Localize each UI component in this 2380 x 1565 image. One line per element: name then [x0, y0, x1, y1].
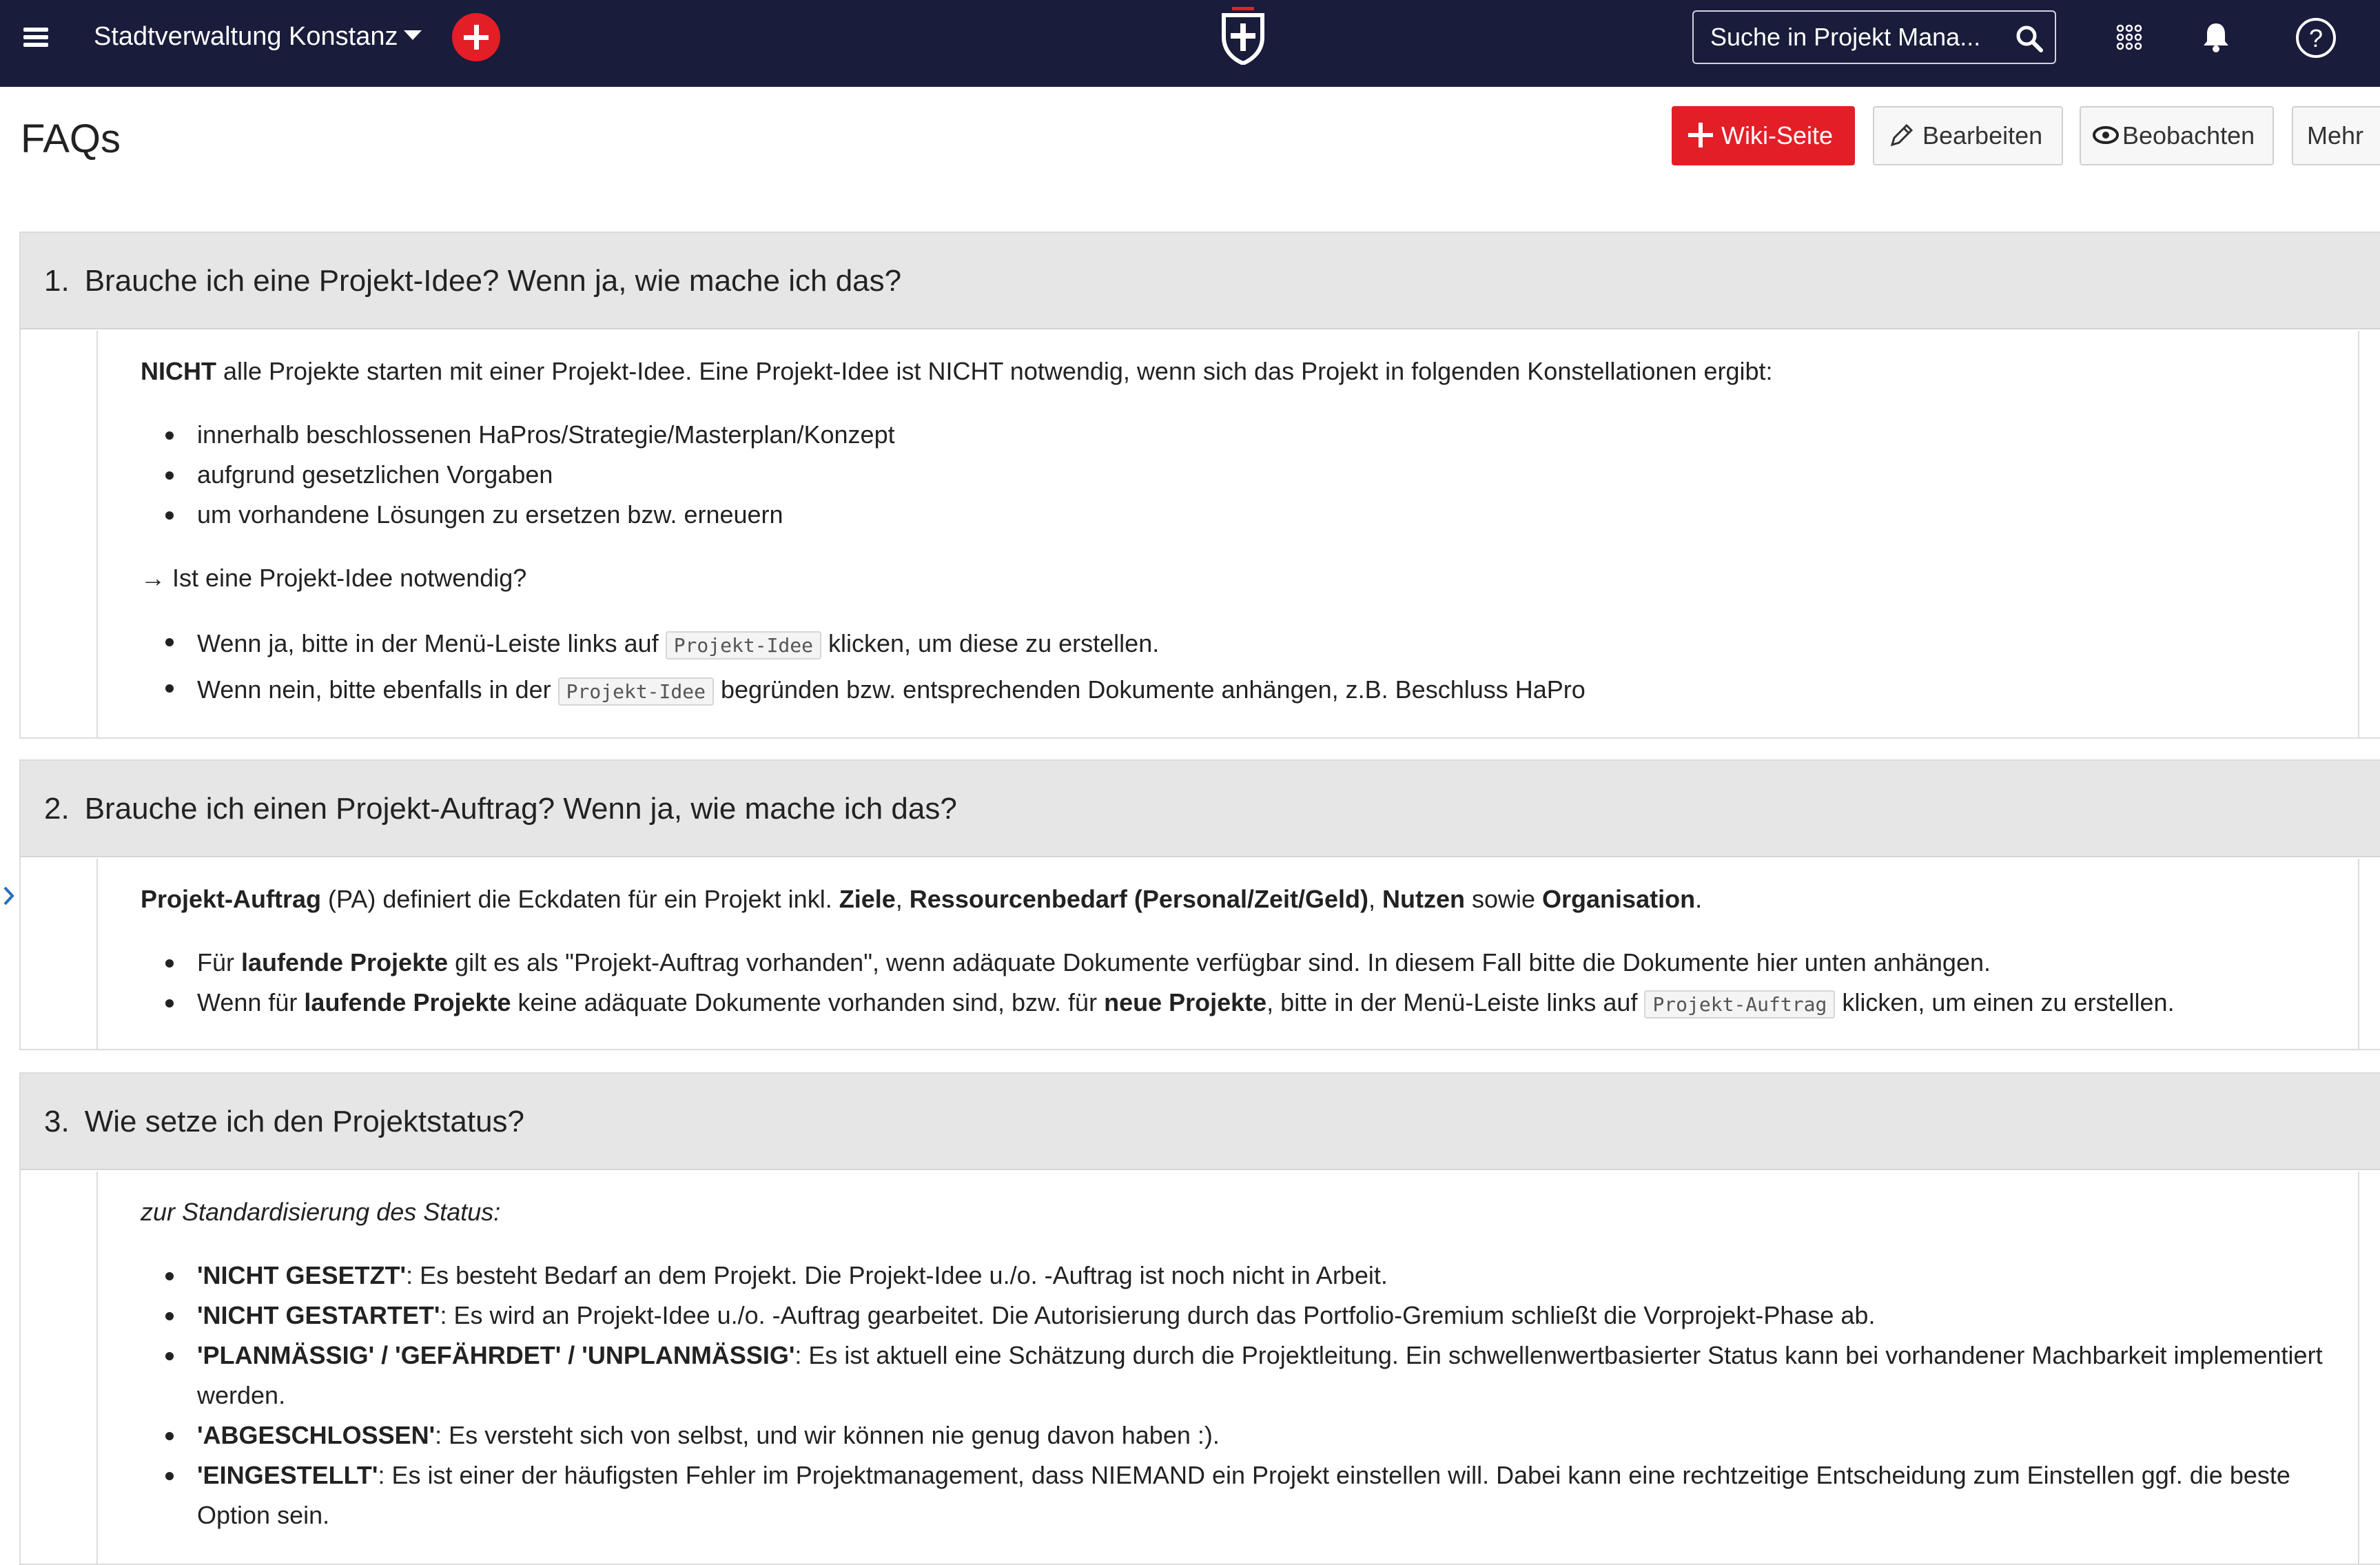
quick-add-button[interactable] — [452, 13, 500, 61]
list-item: aufgrund gesetzlichen Vorgaben — [141, 455, 2344, 495]
faq-2-term-projekt-auftrag: Projekt-Auftrag — [141, 885, 322, 913]
faq-1-number: 1. — [44, 264, 70, 298]
status-label: 'NICHT GESETZT' — [197, 1261, 407, 1289]
page-title: FAQs — [21, 116, 121, 161]
list-item: innerhalb beschlossenen HaPros/Strategie/Masterplan/Konzept — [141, 415, 2344, 455]
edit-button-label: Bearbeiten — [1922, 121, 2043, 150]
faq-2-term-ziele: Ziele — [839, 885, 896, 913]
status-label: 'PLANMÄSSIG' / 'GEFÄHRDET' / 'UNPLANMÄSSIG' — [197, 1341, 795, 1369]
status-label: 'NICHT GESTARTET' — [197, 1301, 440, 1329]
faq-1-body — [96, 331, 2359, 737]
status-list-item — [141, 1455, 2344, 1535]
sidebar-expand-chevron-icon[interactable] — [1, 882, 15, 910]
more-button-label: Mehr — [2307, 121, 2364, 150]
faq-1-intro-bold: NICHT — [141, 357, 216, 385]
faq-2-number: 2. — [44, 792, 70, 826]
faq-2-answer-list — [141, 943, 2344, 1025]
faq-2-b2-bold-1: laufende Projekte — [304, 988, 511, 1016]
faq-2-body — [96, 859, 2359, 1049]
status-label: 'EINGESTELLT' — [197, 1461, 378, 1489]
faq-3-intro — [141, 1192, 2344, 1232]
faq-1-question-text: Brauche ich eine Projekt-Idee? Wenn ja, wie mache ich das? — [84, 264, 902, 298]
new-wiki-page-label: Wiki-Seite — [1721, 121, 1834, 150]
faq-2-b2-mid: keine adäquate Dokumente vorhanden sind, bzw. für — [511, 988, 1105, 1016]
projekt-idee-code-link[interactable]: Projekt-Idee — [666, 631, 821, 659]
faq-3-header[interactable] — [21, 1074, 2380, 1170]
hamburger-menu-icon[interactable] — [21, 25, 51, 50]
list-item — [141, 943, 2344, 983]
pencil-icon — [1888, 121, 1916, 149]
faq-2-term-organisation: Organisation — [1542, 885, 1696, 913]
faq-2-intro-separator: , — [1368, 885, 1382, 913]
faq-1-yes-text-post: klicken, um diese zu erstellen. — [821, 629, 1160, 657]
status-list-item — [141, 1256, 2344, 1296]
faq-3-question — [44, 1074, 524, 1170]
faq-3-body — [96, 1172, 2359, 1564]
search-input[interactable] — [1692, 10, 2056, 64]
help-icon[interactable] — [2295, 17, 2337, 59]
list-item — [141, 983, 2344, 1025]
faq-2-question-text: Brauche ich einen Projekt-Auftrag? Wenn ja, wie mache ich das? — [84, 792, 957, 826]
faq-2-b1-pre: Für — [197, 948, 242, 976]
faq-1-intro — [141, 351, 2344, 391]
faq-section-1 — [19, 232, 2380, 739]
status-description: : Es ist aktuell eine Schätzung durch die Projektleitung. Ein schwellenwertbasierter Status kann bei vorhandener Machbarkeit implementiert werden. — [197, 1341, 2323, 1409]
status-description: : Es ist einer der häufigsten Fehler im Projektmanagement, dass NIEMAND ein Projekt einstellen will. Dabei kann eine rechtzeitige Entscheidung zum Einstellen ggf. die beste Option sein. — [197, 1461, 2290, 1529]
faq-2-b1-post: gilt es als "Projekt-Auftrag vorhanden", wenn adäquate Dokumente verfügbar sind. In diesem Fall bitte die Dokumente hier unten anhängen. — [448, 948, 1991, 976]
faq-1-no-text-pre: Wenn nein, bitte ebenfalls in der — [197, 675, 558, 704]
projekt-auftrag-code-link[interactable]: Projekt-Auftrag — [1644, 990, 1835, 1019]
faq-3-intro-italic: zur Standardisierung des Status: — [141, 1198, 501, 1226]
faq-2-term-ressourcenbedarf: Ressourcenbedarf (Personal/Zeit/Geld) — [909, 885, 1368, 913]
watch-button-label: Beobachten — [2122, 121, 2255, 150]
faq-3-status-list — [141, 1256, 2344, 1535]
faq-2-intro-separator: , — [895, 885, 910, 913]
search-input-value: Suche in Projekt Mana... — [1710, 23, 1981, 51]
faq-1-header[interactable] — [21, 233, 2380, 329]
list-item — [141, 668, 2344, 714]
faq-1-constellation-list — [141, 415, 2344, 535]
faq-1-yes-text-pre: Wenn ja, bitte in der Menü-Leiste links auf — [197, 629, 666, 657]
shield-logo-icon[interactable] — [1218, 7, 1268, 65]
faq-2-intro-conjunction: sowie — [1464, 885, 1543, 913]
search-icon[interactable] — [2015, 24, 2044, 53]
faq-section-2 — [19, 759, 2380, 1050]
faq-2-b2-mid-2: , bitte in der Menü-Leiste links auf — [1266, 988, 1645, 1016]
notifications-bell-icon[interactable] — [2201, 21, 2231, 52]
faq-2-term-nutzen: Nutzen — [1382, 885, 1465, 913]
faq-1-no-text-post: begründen bzw. entsprechenden Dokumente anhängen, z.B. Beschluss HaPro — [713, 675, 1586, 704]
status-list-item — [141, 1296, 2344, 1336]
projekt-idee-code-link[interactable]: Projekt-Idee — [558, 677, 714, 706]
top-navigation-bar — [0, 0, 2380, 87]
faq-1-question — [44, 233, 901, 329]
status-label: 'ABGESCHLOSSEN' — [197, 1421, 435, 1449]
faq-section-3 — [19, 1072, 2380, 1565]
watch-button[interactable] — [2080, 106, 2274, 165]
svg-text:?: ? — [2308, 24, 2323, 52]
apps-grid-icon[interactable] — [2115, 23, 2143, 51]
faq-1-answer-list — [141, 622, 2344, 714]
eye-icon — [2092, 125, 2120, 145]
faq-2-b2-bold-2: neue Projekte — [1104, 988, 1267, 1016]
faq-3-question-text: Wie setze ich den Projektstatus? — [84, 1105, 525, 1138]
status-description: : Es wird an Projekt-Idee u./o. -Auftrag gearbeitet. Die Autorisierung durch das Portfolio-Gremium schließt die Vorprojekt-Phase ab. — [440, 1301, 1876, 1329]
plus-icon — [1687, 121, 1714, 149]
faq-2-intro — [141, 879, 2344, 919]
status-list-item — [141, 1415, 2344, 1455]
list-item — [141, 622, 2344, 668]
more-button[interactable] — [2292, 106, 2380, 165]
faq-2-b2-post: klicken, um einen zu erstellen. — [1835, 988, 2175, 1016]
status-description: : Es versteht sich von selbst, und wir können nie genug davon haben :). — [435, 1421, 1220, 1449]
caret-down-icon — [404, 30, 422, 40]
faq-1-followup-question: → Ist eine Projekt-Idee notwendig? — [141, 564, 527, 592]
faq-2-header[interactable] — [21, 761, 2380, 857]
faq-2-b1-bold: laufende Projekte — [241, 948, 449, 976]
faq-2-b2-pre: Wenn für — [197, 988, 305, 1016]
organization-switcher[interactable] — [94, 19, 422, 54]
organization-name: Stadtverwaltung Konstanz — [94, 22, 398, 51]
faq-2-question — [44, 761, 957, 857]
list-item: um vorhandene Lösungen zu ersetzen bzw. erneuern — [141, 495, 2344, 535]
status-description: : Es besteht Bedarf an dem Projekt. Die Projekt-Idee u./o. -Auftrag ist noch nicht in Arbeit. — [406, 1261, 1388, 1289]
edit-button[interactable] — [1873, 106, 2063, 165]
faq-2-intro-text: (PA) definiert die Eckdaten für ein Projekt inkl. — [321, 885, 839, 913]
status-list-item — [141, 1336, 2344, 1415]
faq-3-number: 3. — [44, 1105, 70, 1138]
new-wiki-page-button[interactable] — [1672, 106, 1855, 165]
faq-1-intro-text: alle Projekte starten mit einer Projekt-Idee. Eine Projekt-Idee ist NICHT notwendig, wenn sich das Projekt in folgenden Konstellationen ergibt: — [216, 357, 1773, 385]
faq-2-intro-period: . — [1695, 885, 1703, 913]
